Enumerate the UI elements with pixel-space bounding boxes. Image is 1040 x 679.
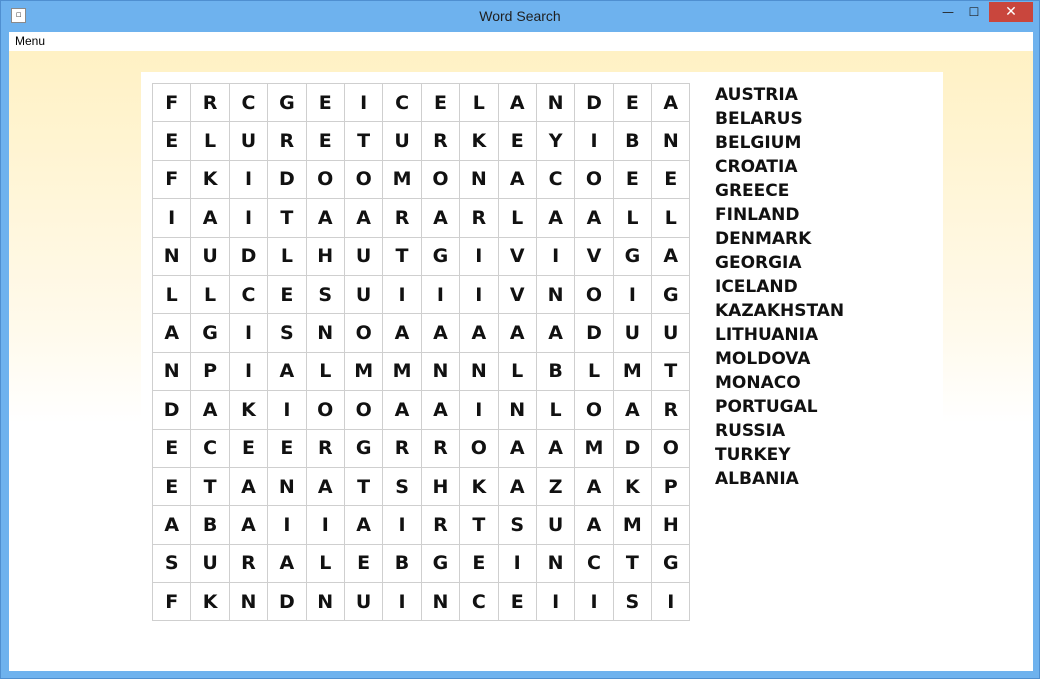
grid-cell[interactable]: F bbox=[153, 161, 191, 199]
grid-cell[interactable]: A bbox=[537, 314, 575, 352]
grid-cell[interactable]: U bbox=[345, 276, 383, 314]
grid-cell[interactable]: R bbox=[268, 122, 306, 160]
grid-cell[interactable]: N bbox=[307, 583, 345, 621]
grid-cell[interactable]: O bbox=[307, 161, 345, 199]
word-list-item: LITHUANIA bbox=[715, 325, 819, 345]
grid-cell[interactable]: N bbox=[153, 238, 191, 276]
grid-cell[interactable]: L bbox=[191, 276, 229, 314]
grid-cell[interactable]: H bbox=[652, 506, 690, 544]
grid-cell[interactable]: A bbox=[191, 199, 229, 237]
grid-cell[interactable]: A bbox=[307, 199, 345, 237]
grid-cell[interactable]: I bbox=[422, 276, 460, 314]
grid-cell[interactable]: O bbox=[345, 391, 383, 429]
grid-cell[interactable]: A bbox=[537, 430, 575, 468]
word-list bbox=[715, 83, 935, 491]
grid-cell[interactable]: D bbox=[268, 583, 306, 621]
grid-cell[interactable]: S bbox=[614, 583, 652, 621]
grid-cell[interactable]: K bbox=[460, 468, 498, 506]
grid-cell[interactable]: I bbox=[345, 84, 383, 122]
grid-cell[interactable]: R bbox=[383, 199, 421, 237]
grid-cell[interactable]: L bbox=[537, 391, 575, 429]
word-list-item: GREECE bbox=[715, 181, 790, 201]
grid-cell[interactable]: A bbox=[499, 314, 537, 352]
grid-cell[interactable]: B bbox=[537, 353, 575, 391]
grid-cell[interactable]: M bbox=[383, 353, 421, 391]
grid-cell[interactable]: E bbox=[268, 430, 306, 468]
grid-cell[interactable]: S bbox=[383, 468, 421, 506]
grid-cell[interactable]: A bbox=[268, 353, 306, 391]
grid-cell[interactable]: G bbox=[422, 545, 460, 583]
grid-cell[interactable]: O bbox=[345, 314, 383, 352]
grid-cell[interactable]: R bbox=[652, 391, 690, 429]
grid-cell[interactable]: E bbox=[614, 161, 652, 199]
minimize-button[interactable]: — bbox=[942, 5, 954, 19]
grid-cell[interactable]: A bbox=[230, 468, 268, 506]
grid-cell[interactable]: N bbox=[268, 468, 306, 506]
window-title: Word Search bbox=[479, 8, 561, 24]
grid-cell[interactable]: I bbox=[652, 583, 690, 621]
word-list-item: PORTUGAL bbox=[715, 397, 818, 417]
grid-cell[interactable]: I bbox=[460, 238, 498, 276]
grid-cell[interactable]: C bbox=[383, 84, 421, 122]
grid-cell[interactable]: B bbox=[191, 506, 229, 544]
grid-cell[interactable]: I bbox=[383, 276, 421, 314]
grid-cell[interactable]: C bbox=[230, 84, 268, 122]
grid-cell[interactable]: L bbox=[268, 238, 306, 276]
grid-cell[interactable]: L bbox=[575, 353, 613, 391]
grid-cell[interactable]: C bbox=[230, 276, 268, 314]
grid-cell[interactable]: I bbox=[460, 276, 498, 314]
grid-cell[interactable]: E bbox=[268, 276, 306, 314]
grid-cell[interactable]: E bbox=[307, 122, 345, 160]
grid-cell[interactable]: S bbox=[153, 545, 191, 583]
grid-cell[interactable]: A bbox=[652, 84, 690, 122]
grid-cell[interactable]: I bbox=[537, 238, 575, 276]
grid-cell[interactable]: K bbox=[191, 161, 229, 199]
grid-cell[interactable]: T bbox=[345, 122, 383, 160]
close-button[interactable]: ✕ bbox=[989, 2, 1033, 22]
grid-cell[interactable]: D bbox=[153, 391, 191, 429]
grid-cell[interactable]: L bbox=[307, 545, 345, 583]
word-list-item: MONACO bbox=[715, 373, 801, 393]
grid-cell[interactable]: E bbox=[614, 84, 652, 122]
grid-cell[interactable]: D bbox=[575, 84, 613, 122]
grid-cell[interactable]: N bbox=[153, 353, 191, 391]
grid-cell[interactable]: B bbox=[383, 545, 421, 583]
grid-cell[interactable]: B bbox=[614, 122, 652, 160]
maximize-button[interactable]: ☐ bbox=[968, 5, 980, 19]
grid-cell[interactable]: G bbox=[345, 430, 383, 468]
grid-cell[interactable]: C bbox=[575, 545, 613, 583]
grid-cell[interactable]: M bbox=[614, 506, 652, 544]
grid-cell[interactable]: O bbox=[460, 430, 498, 468]
grid-cell[interactable]: A bbox=[499, 84, 537, 122]
grid-cell[interactable]: A bbox=[422, 199, 460, 237]
grid-cell[interactable]: L bbox=[499, 199, 537, 237]
grid-cell[interactable]: R bbox=[460, 199, 498, 237]
grid-cell[interactable]: V bbox=[499, 276, 537, 314]
grid-cell[interactable]: U bbox=[383, 122, 421, 160]
grid-cell[interactable]: C bbox=[537, 161, 575, 199]
grid-cell[interactable]: I bbox=[460, 391, 498, 429]
grid-cell[interactable]: D bbox=[268, 161, 306, 199]
word-list-item: TURKEY bbox=[715, 445, 791, 465]
grid-cell[interactable]: N bbox=[422, 583, 460, 621]
grid-cell[interactable]: N bbox=[230, 583, 268, 621]
grid-cell[interactable]: T bbox=[460, 506, 498, 544]
grid-cell[interactable]: N bbox=[307, 314, 345, 352]
letter-grid bbox=[152, 83, 690, 621]
client-area bbox=[9, 51, 1033, 671]
word-list-item: CROATIA bbox=[715, 157, 798, 177]
grid-cell[interactable]: A bbox=[575, 506, 613, 544]
grid-cell[interactable]: N bbox=[460, 353, 498, 391]
grid-cell[interactable]: Y bbox=[537, 122, 575, 160]
grid-cell[interactable]: O bbox=[575, 391, 613, 429]
grid-cell[interactable]: U bbox=[537, 506, 575, 544]
grid-cell[interactable]: O bbox=[422, 161, 460, 199]
grid-cell[interactable]: A bbox=[307, 468, 345, 506]
grid-cell[interactable]: G bbox=[652, 545, 690, 583]
menu-item-menu[interactable]: Menu bbox=[15, 34, 46, 48]
grid-cell[interactable]: U bbox=[652, 314, 690, 352]
grid-cell[interactable]: R bbox=[422, 122, 460, 160]
grid-cell[interactable]: Z bbox=[537, 468, 575, 506]
grid-cell[interactable]: M bbox=[383, 161, 421, 199]
grid-cell[interactable]: I bbox=[230, 161, 268, 199]
grid-cell[interactable]: R bbox=[383, 430, 421, 468]
grid-cell[interactable]: A bbox=[153, 506, 191, 544]
grid-cell[interactable]: L bbox=[499, 353, 537, 391]
grid-cell[interactable]: E bbox=[499, 122, 537, 160]
grid-cell[interactable]: L bbox=[307, 353, 345, 391]
grid-cell[interactable]: P bbox=[652, 468, 690, 506]
grid-cell[interactable]: M bbox=[345, 353, 383, 391]
grid-cell[interactable]: S bbox=[499, 506, 537, 544]
grid-cell[interactable]: A bbox=[268, 545, 306, 583]
word-list-item: GEORGIA bbox=[715, 253, 802, 273]
grid-cell[interactable]: L bbox=[191, 122, 229, 160]
grid-cell[interactable]: A bbox=[383, 314, 421, 352]
grid-cell[interactable]: A bbox=[460, 314, 498, 352]
grid-cell[interactable]: V bbox=[499, 238, 537, 276]
word-list-item: AUSTRIA bbox=[715, 85, 798, 105]
grid-cell[interactable]: O bbox=[307, 391, 345, 429]
grid-cell[interactable]: A bbox=[191, 391, 229, 429]
grid-cell[interactable]: N bbox=[537, 276, 575, 314]
grid-cell[interactable]: A bbox=[537, 199, 575, 237]
grid-cell[interactable]: T bbox=[652, 353, 690, 391]
grid-cell[interactable]: N bbox=[652, 122, 690, 160]
grid-cell[interactable]: M bbox=[575, 430, 613, 468]
grid-cell[interactable]: E bbox=[153, 468, 191, 506]
grid-cell[interactable]: R bbox=[230, 545, 268, 583]
grid-cell[interactable]: N bbox=[537, 84, 575, 122]
grid-cell[interactable]: K bbox=[614, 468, 652, 506]
grid-cell[interactable]: I bbox=[230, 199, 268, 237]
grid-cell[interactable]: I bbox=[230, 314, 268, 352]
grid-cell[interactable]: I bbox=[153, 199, 191, 237]
grid-cell[interactable]: I bbox=[575, 583, 613, 621]
grid-cell[interactable]: U bbox=[614, 314, 652, 352]
app-icon[interactable]: ▫ bbox=[11, 8, 26, 23]
grid-cell[interactable]: H bbox=[307, 238, 345, 276]
grid-cell[interactable]: D bbox=[575, 314, 613, 352]
grid-cell[interactable]: K bbox=[230, 391, 268, 429]
word-list-item: ALBANIA bbox=[715, 469, 799, 489]
grid-cell[interactable]: R bbox=[422, 506, 460, 544]
grid-cell[interactable]: A bbox=[614, 391, 652, 429]
grid-cell[interactable]: E bbox=[153, 430, 191, 468]
grid-cell[interactable]: R bbox=[307, 430, 345, 468]
grid-cell[interactable]: O bbox=[652, 430, 690, 468]
grid-cell[interactable]: O bbox=[345, 161, 383, 199]
grid-cell[interactable]: H bbox=[422, 468, 460, 506]
grid-cell[interactable]: D bbox=[230, 238, 268, 276]
menu-bar bbox=[9, 32, 1033, 52]
grid-cell[interactable]: K bbox=[460, 122, 498, 160]
grid-cell[interactable]: N bbox=[499, 391, 537, 429]
grid-cell[interactable]: E bbox=[230, 430, 268, 468]
grid-cell[interactable]: C bbox=[191, 430, 229, 468]
grid-cell[interactable]: C bbox=[460, 583, 498, 621]
grid-cell[interactable]: A bbox=[383, 391, 421, 429]
grid-cell[interactable]: E bbox=[652, 161, 690, 199]
grid-cell[interactable]: N bbox=[422, 353, 460, 391]
grid-cell[interactable]: E bbox=[307, 84, 345, 122]
grid-cell[interactable]: R bbox=[191, 84, 229, 122]
grid-cell[interactable]: S bbox=[268, 314, 306, 352]
grid-cell[interactable]: L bbox=[153, 276, 191, 314]
puzzle-panel bbox=[141, 72, 943, 628]
grid-cell[interactable]: I bbox=[383, 506, 421, 544]
grid-cell[interactable]: I bbox=[230, 353, 268, 391]
grid-cell[interactable]: I bbox=[499, 545, 537, 583]
grid-cell[interactable]: O bbox=[575, 161, 613, 199]
word-list-item: BELARUS bbox=[715, 109, 803, 129]
grid-cell[interactable]: O bbox=[575, 276, 613, 314]
grid-cell[interactable]: A bbox=[422, 391, 460, 429]
grid-cell[interactable]: S bbox=[307, 276, 345, 314]
grid-cell[interactable]: D bbox=[614, 430, 652, 468]
grid-cell[interactable]: A bbox=[575, 468, 613, 506]
grid-cell[interactable]: A bbox=[499, 430, 537, 468]
grid-cell[interactable]: V bbox=[575, 238, 613, 276]
word-list-item: RUSSIA bbox=[715, 421, 786, 441]
grid-cell[interactable]: A bbox=[422, 314, 460, 352]
grid-cell[interactable]: I bbox=[383, 583, 421, 621]
grid-cell[interactable]: I bbox=[537, 583, 575, 621]
grid-cell[interactable]: U bbox=[191, 545, 229, 583]
grid-cell[interactable]: L bbox=[652, 199, 690, 237]
grid-cell[interactable]: A bbox=[345, 506, 383, 544]
grid-cell[interactable]: A bbox=[345, 199, 383, 237]
grid-cell[interactable]: I bbox=[575, 122, 613, 160]
grid-cell[interactable]: I bbox=[268, 391, 306, 429]
grid-cell[interactable]: E bbox=[153, 122, 191, 160]
grid-cell[interactable]: E bbox=[422, 84, 460, 122]
word-list-item: ICELAND bbox=[715, 277, 798, 297]
grid-cell[interactable]: P bbox=[191, 353, 229, 391]
word-list-item: DENMARK bbox=[715, 229, 812, 249]
grid-cell[interactable]: G bbox=[191, 314, 229, 352]
grid-cell[interactable]: A bbox=[652, 238, 690, 276]
grid-cell[interactable]: F bbox=[153, 84, 191, 122]
grid-cell[interactable]: I bbox=[268, 506, 306, 544]
grid-cell[interactable]: G bbox=[652, 276, 690, 314]
grid-cell[interactable]: I bbox=[307, 506, 345, 544]
word-list-item: MOLDOVA bbox=[715, 349, 811, 369]
grid-cell[interactable]: E bbox=[460, 545, 498, 583]
grid-cell[interactable]: N bbox=[537, 545, 575, 583]
grid-cell[interactable]: M bbox=[614, 353, 652, 391]
grid-cell[interactable]: F bbox=[153, 583, 191, 621]
grid-cell[interactable]: U bbox=[191, 238, 229, 276]
word-list-item: KAZAKHSTAN bbox=[715, 301, 845, 321]
word-list-item: FINLAND bbox=[715, 205, 800, 225]
grid-cell[interactable]: E bbox=[345, 545, 383, 583]
grid-cell[interactable]: A bbox=[499, 468, 537, 506]
word-list-item: BELGIUM bbox=[715, 133, 802, 153]
grid-cell[interactable]: T bbox=[383, 238, 421, 276]
grid-cell[interactable]: T bbox=[345, 468, 383, 506]
grid-cell[interactable]: U bbox=[230, 122, 268, 160]
grid-cell[interactable]: R bbox=[422, 430, 460, 468]
grid-cell[interactable]: G bbox=[614, 238, 652, 276]
grid-cell[interactable]: L bbox=[460, 84, 498, 122]
grid-cell[interactable]: A bbox=[499, 161, 537, 199]
grid-cell[interactable]: G bbox=[268, 84, 306, 122]
grid-cell[interactable]: N bbox=[460, 161, 498, 199]
grid-cell[interactable]: U bbox=[345, 583, 383, 621]
grid-cell[interactable]: A bbox=[230, 506, 268, 544]
grid-cell[interactable]: L bbox=[614, 199, 652, 237]
grid-cell[interactable]: E bbox=[499, 583, 537, 621]
grid-cell[interactable]: K bbox=[191, 583, 229, 621]
grid-cell[interactable]: T bbox=[191, 468, 229, 506]
grid-cell[interactable]: A bbox=[575, 199, 613, 237]
grid-cell[interactable]: A bbox=[153, 314, 191, 352]
grid-cell[interactable]: G bbox=[422, 238, 460, 276]
title-bar[interactable] bbox=[1, 1, 1039, 32]
grid-cell[interactable]: T bbox=[268, 199, 306, 237]
grid-cell[interactable]: U bbox=[345, 238, 383, 276]
grid-cell[interactable]: I bbox=[614, 276, 652, 314]
grid-cell[interactable]: T bbox=[614, 545, 652, 583]
